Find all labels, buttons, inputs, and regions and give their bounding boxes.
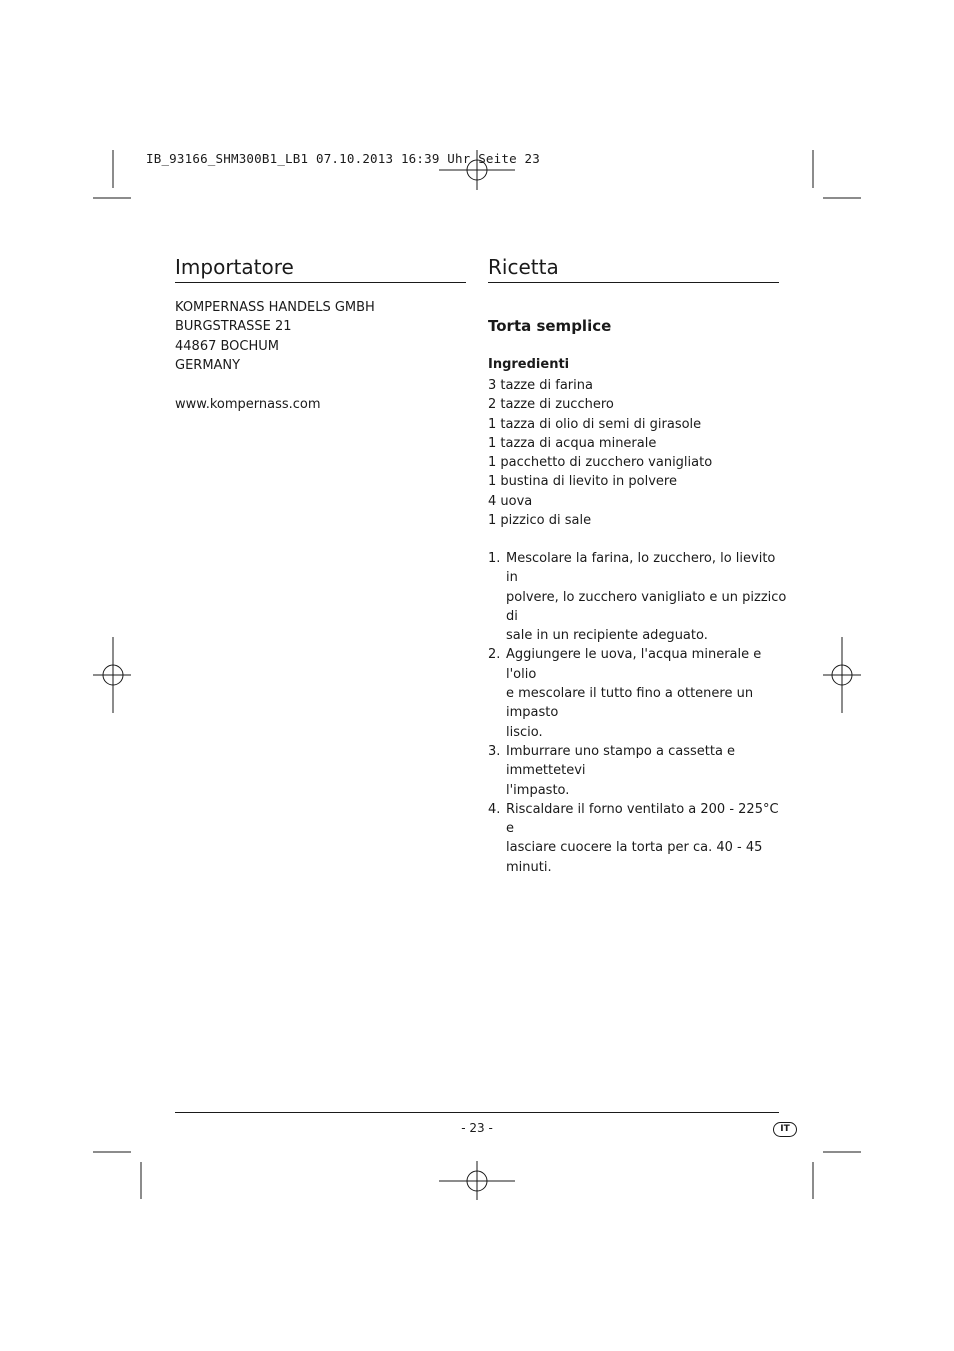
ingredient-item: 1 pacchetto di zucchero vanigliato (488, 455, 713, 471)
recipe-steps (488, 549, 788, 877)
ingredient-item: 3 tazze di farina (488, 378, 593, 393)
crop-mark-top-left (93, 150, 131, 198)
registration-mark-left (93, 637, 131, 713)
step-number: 4. (488, 801, 501, 817)
importer-heading-rule (175, 282, 466, 283)
step-text: Mescolare la farina, lo zucchero, lo lievito in polvere, lo zucchero vanigliato e un pizzico di sale in un recipiente adeguato. (506, 551, 787, 644)
recipe-step (488, 549, 788, 645)
recipe-heading-rule (488, 282, 779, 283)
recipe-title: Torta semplice (488, 317, 612, 335)
step-text: Aggiungere le uova, l'acqua minerale e l'olio e mescolare il tutto fino a ottenere un impasto liscio. (506, 647, 762, 740)
ingredient-item: 1 tazza di acqua minerale (488, 435, 657, 451)
recipe-step (488, 645, 788, 741)
crop-mark-bottom-left (93, 1152, 141, 1199)
step-text: Riscaldare il forno ventilato a 200 - 225°C e lasciare cuocere la torta per ca. 40 - 45 minuti. (506, 801, 779, 875)
recipe-step (488, 742, 788, 800)
crop-mark-bottom-right (813, 1152, 861, 1199)
registration-mark-bottom (439, 1161, 515, 1200)
ingredient-item: 4 uova (488, 493, 533, 509)
print-slug: IB_93166_SHM300B1_LB1 07.10.2013 16:39 Uhr Seite 23 (146, 151, 541, 166)
recipe-heading: Ricetta (488, 255, 559, 279)
ingredients-heading: Ingredienti (488, 357, 570, 372)
step-number: 2. (488, 647, 501, 663)
recipe-step (488, 800, 788, 877)
ingredient-item: 1 pizzico di sale (488, 513, 592, 529)
importer-address (175, 298, 375, 375)
language-badge: IT (773, 1122, 797, 1137)
page-number: - 23 - (461, 1121, 493, 1135)
registration-mark-right (823, 637, 861, 713)
step-number: 3. (488, 743, 501, 759)
ingredients-list (488, 376, 712, 530)
address-line: BURGSTRASSE 21 (175, 319, 292, 335)
address-line: KOMPERNASS HANDELS GMBH (175, 300, 375, 315)
ingredient-item: 1 bustina di lievito in polvere (488, 474, 677, 490)
ingredient-item: 1 tazza di olio di semi di girasole (488, 416, 702, 432)
ingredient-item: 2 tazze di zucchero (488, 397, 614, 413)
address-line: GERMANY (175, 357, 241, 373)
importer-website-link[interactable]: www.kompernass.com (175, 397, 321, 412)
step-number: 1. (488, 551, 501, 566)
address-line: 44867 BOCHUM (175, 338, 279, 354)
footer-rule (175, 1112, 779, 1113)
crop-mark-top-right (813, 150, 861, 198)
importer-heading: Importatore (175, 255, 294, 279)
step-text: Imburrare uno stampo a cassetta e immettetevi l'impasto. (506, 743, 736, 798)
